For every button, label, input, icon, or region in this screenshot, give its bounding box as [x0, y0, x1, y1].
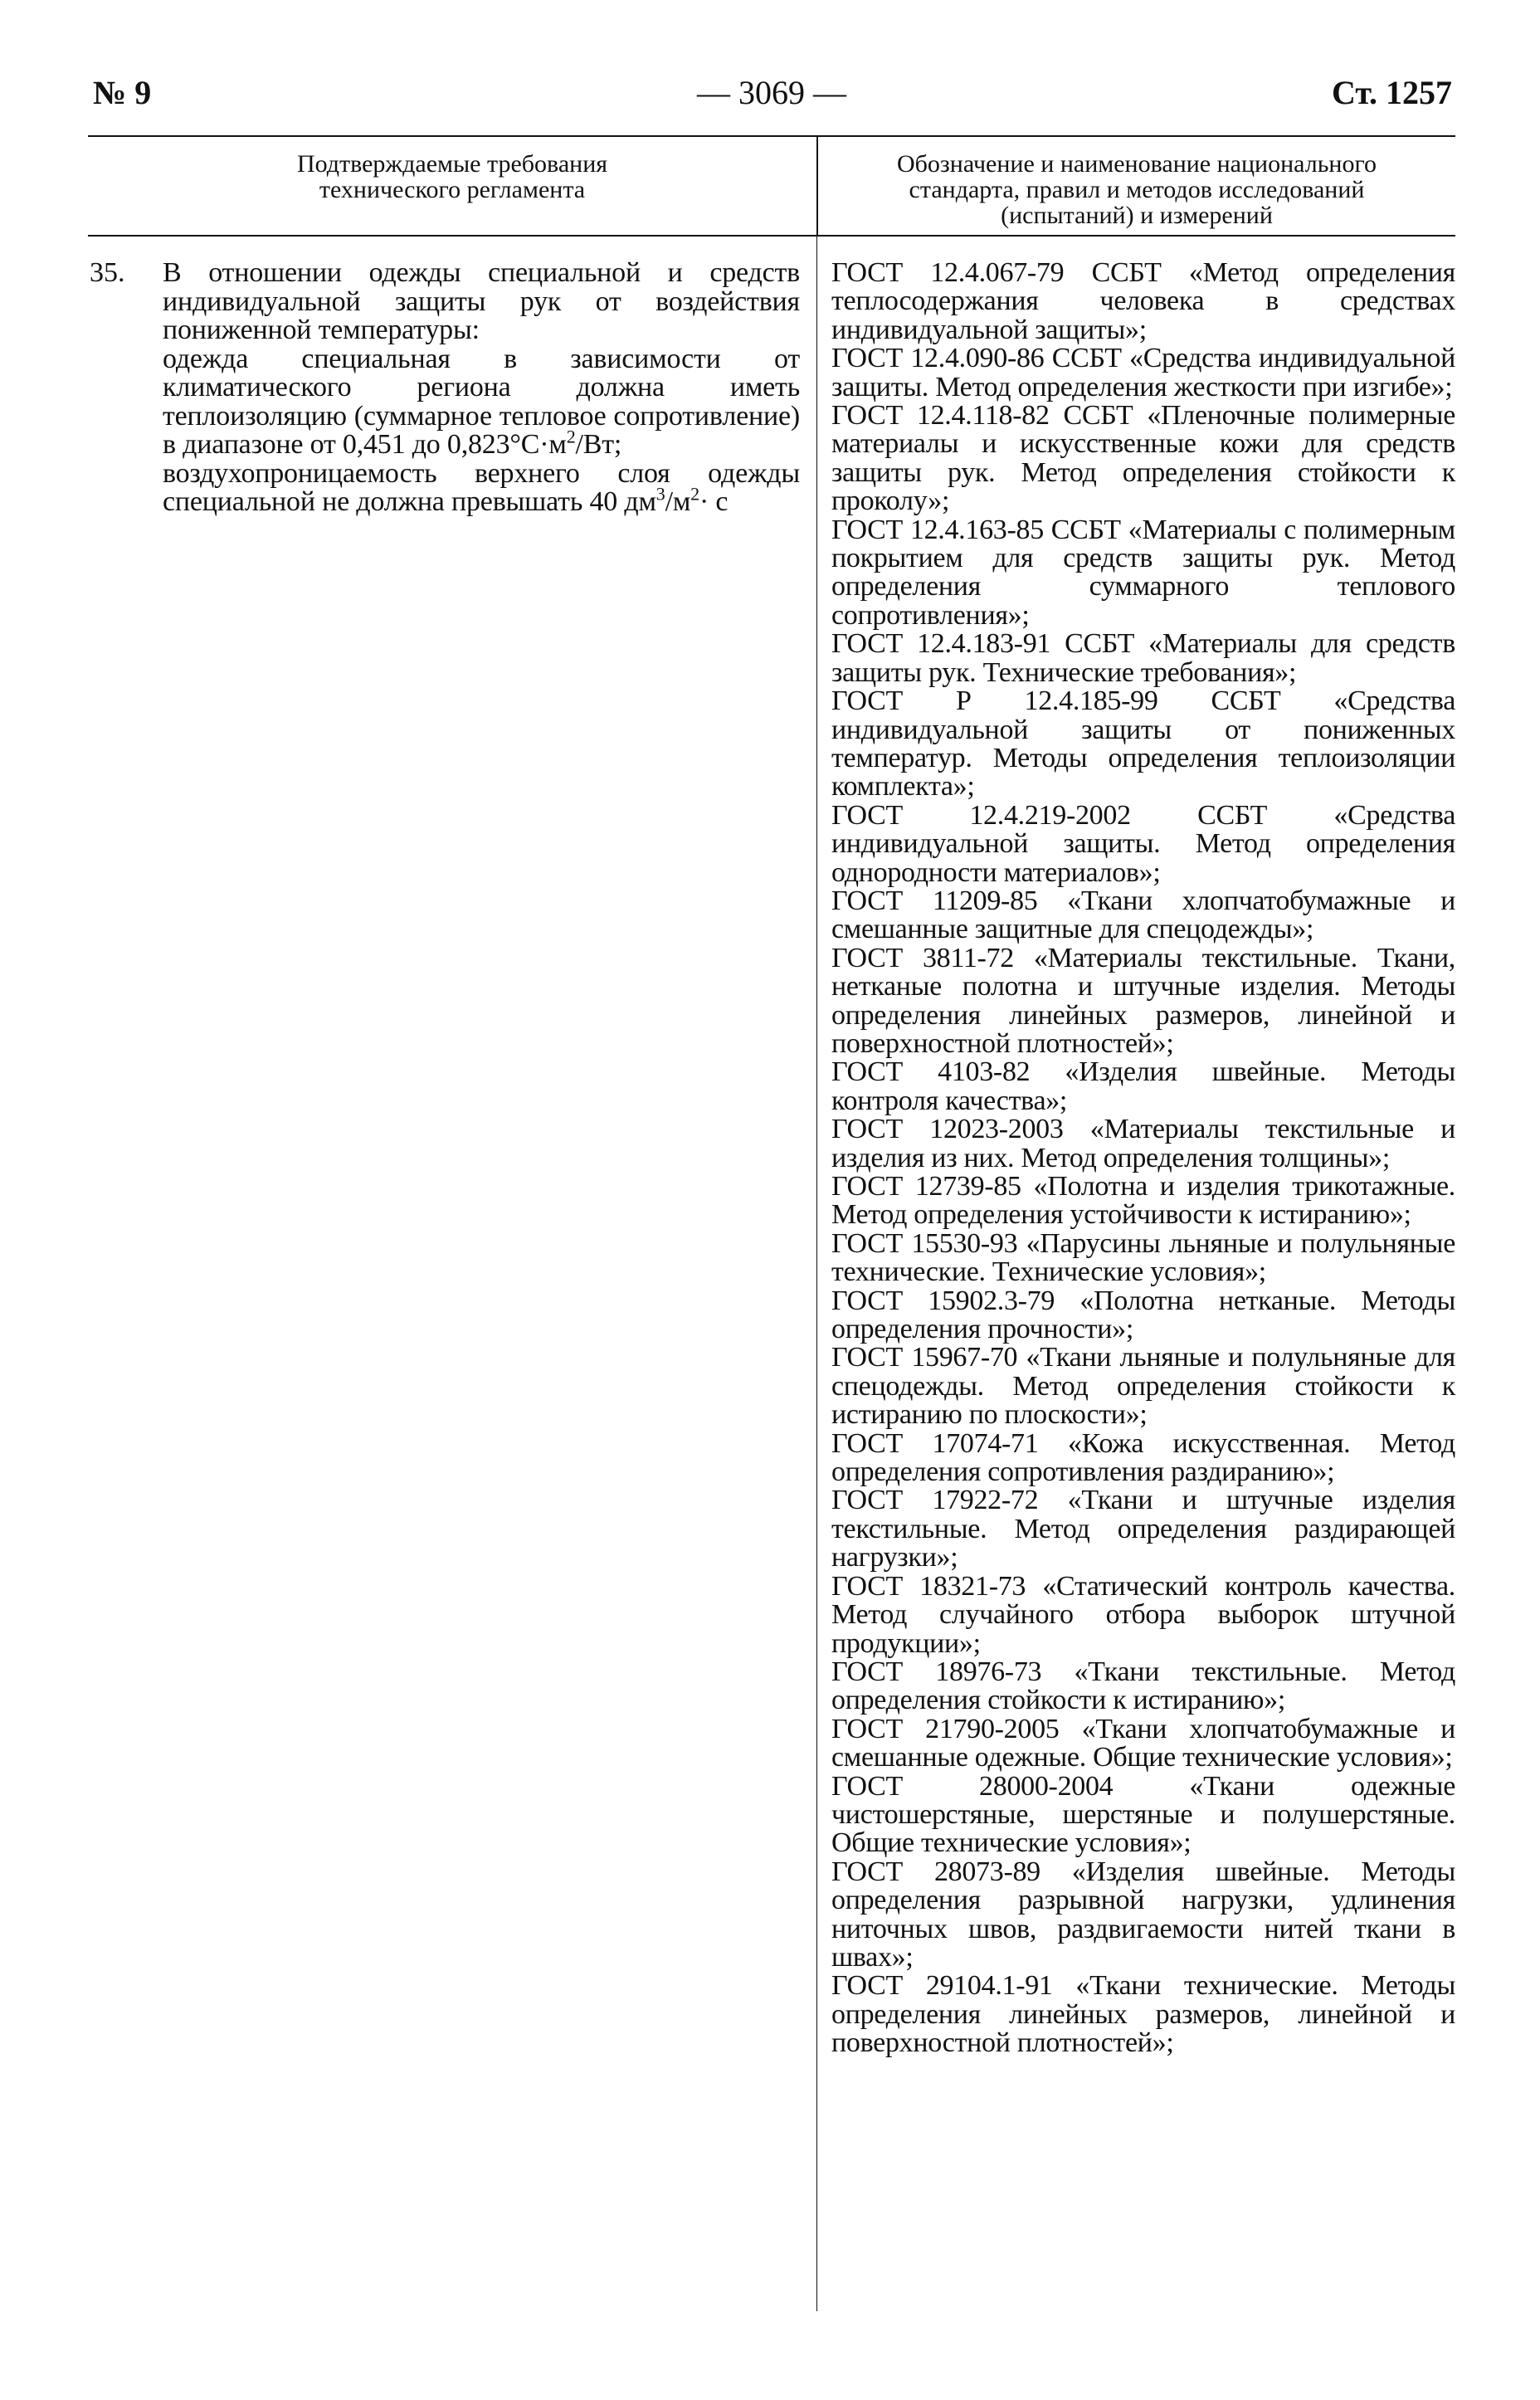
- column-header-line: (испытаний) и измерений: [1001, 202, 1273, 229]
- column-divider-body: [816, 237, 817, 2311]
- standard-entry: ГОСТ 12739-85 «Полотна и изделия трикотажные. Метод определения устойчивости к истиранию»;: [831, 1171, 1455, 1231]
- column-header-requirements: [88, 151, 816, 202]
- standard-entry: ГОСТ 18976-73 «Ткани текстильные. Метод определения стойкости к истиранию»;: [831, 1656, 1455, 1716]
- column-header-line: технического регламента: [319, 176, 586, 203]
- page-number: — 3069 —: [697, 74, 846, 111]
- standard-entry: ГОСТ 11209-85 «Ткани хлопчатобумажные и смешанные защитные для спецодежды»;: [831, 885, 1455, 945]
- requirement-paragraph: воздухопроницаемость верхнего слоя одежды специальной не должна превышать 40 $дм^3/м^2\cdot с$: [163, 457, 800, 517]
- standard-entry: ГОСТ 12.4.118-82 ССБТ «Пленочные полимерные материалы и искусственные кожи для средств защиты рук. Метод определения стойкости к проколу»;: [831, 400, 1455, 517]
- requirement-paragraph: одежда специальная в зависимости от климатического региона должна иметь теплоизоляцию (суммарное тепловое сопротивление) в диапазоне от 0,451 до $0,823^\circ С\cdot м^2/Вт$;: [163, 343, 800, 460]
- standard-entry: ГОСТ 12.4.163-85 ССБТ «Материалы с полимерным покрытием для средств защиты рук. Метод определения суммарного теплового сопротивления»;: [831, 514, 1455, 631]
- standard-entry: ГОСТ 17922-72 «Ткани и штучные изделия текстильные. Метод определения раздирающей нагрузки»;: [831, 1485, 1455, 1573]
- issue-number: № 9: [93, 74, 152, 111]
- column-header-line: стандарта, правил и методов исследований: [909, 176, 1365, 203]
- standard-entry: ГОСТ 28000-2004 «Ткани одежные чистошерстяные, шерстяные и полушерстяные. Общие технические условия»;: [831, 1770, 1455, 1859]
- standard-entry: ГОСТ 15967-70 «Ткани льняные и полульняные для спецодежды. Метод определения стойкости к истиранию по плоскости»;: [831, 1342, 1455, 1431]
- article-number: Ст. 1257: [1332, 74, 1452, 111]
- standard-entry: ГОСТ 12.4.183-91 ССБТ «Материалы для средств защиты рук. Технические требования»;: [831, 628, 1455, 688]
- standard-entry: ГОСТ 21790-2005 «Ткани хлопчатобумажные и смешанные одежные. Общие технические условия»;: [831, 1713, 1455, 1773]
- standard-entry: ГОСТ 18321-73 «Статический контроль качества. Метод случайного отбора выборок штучной продукции»;: [831, 1570, 1455, 1659]
- column-header-line: Подтверждаемые требования: [296, 150, 608, 178]
- requirement-paragraph: В отношении одежды специальной и средств индивидуальной защиты рук от воздействия пониженной температуры:: [163, 257, 800, 345]
- column-header-line: Обозначение и наименование национального: [897, 150, 1377, 178]
- standards-list: [831, 259, 1455, 2058]
- standard-entry: ГОСТ 29104.1-91 «Ткани технические. Методы определения линейных размеров, линейной и поверхностной плотностей»;: [831, 1970, 1455, 2059]
- standard-entry: ГОСТ 12.4.219-2002 ССБТ «Средства индивидуальной защиты. Метод определения однородности материалов»;: [831, 799, 1455, 888]
- standard-entry: ГОСТ 3811-72 «Материалы текстильные. Ткани, нетканые полотна и штучные изделия. Методы определения линейных размеров, линейной и поверхностной плотностей»;: [831, 942, 1455, 1059]
- standard-entry: ГОСТ 28073-89 «Изделия швейные. Методы определения разрывной нагрузки, удлинения ниточных швов, раздвигаемости нитей ткани в швах»;: [831, 1856, 1455, 1973]
- standard-entry: ГОСТ 17074-71 «Кожа искусственная. Метод определения сопротивления раздиранию»;: [831, 1427, 1455, 1488]
- column-header-standards: [818, 151, 1455, 228]
- page-header: [88, 68, 1455, 118]
- table-top-rule: [88, 135, 1455, 137]
- standard-entry: ГОСТ 12.4.090-86 ССБТ «Средства индивидуальной защиты. Метод определения жесткости при изгибе»;: [831, 343, 1455, 402]
- standard-entry: ГОСТ 12.4.067-79 ССБТ «Метод определения теплосодержания человека в средствах индивидуальной защиты»;: [831, 257, 1455, 345]
- header-bottom-rule: [88, 235, 1455, 237]
- standard-entry: ГОСТ 15902.3-79 «Полотна нетканые. Методы определения прочности»;: [831, 1285, 1455, 1345]
- standard-entry: ГОСТ 4103-82 «Изделия швейные. Методы контроля качества»;: [831, 1056, 1455, 1116]
- standard-entry: ГОСТ 12023-2003 «Материалы текстильные и изделия из них. Метод определения толщины»;: [831, 1114, 1455, 1173]
- standard-entry: ГОСТ Р 12.4.185-99 ССБТ «Средства индивидуальной защиты от пониженных температур. Методы определения теплоизоляции комплекта»;: [831, 685, 1455, 802]
- requirement-text: [163, 259, 800, 517]
- row-number: 35.: [90, 257, 125, 288]
- standard-entry: ГОСТ 15530-93 «Парусины льняные и полульняные технические. Технические условия»;: [831, 1227, 1455, 1288]
